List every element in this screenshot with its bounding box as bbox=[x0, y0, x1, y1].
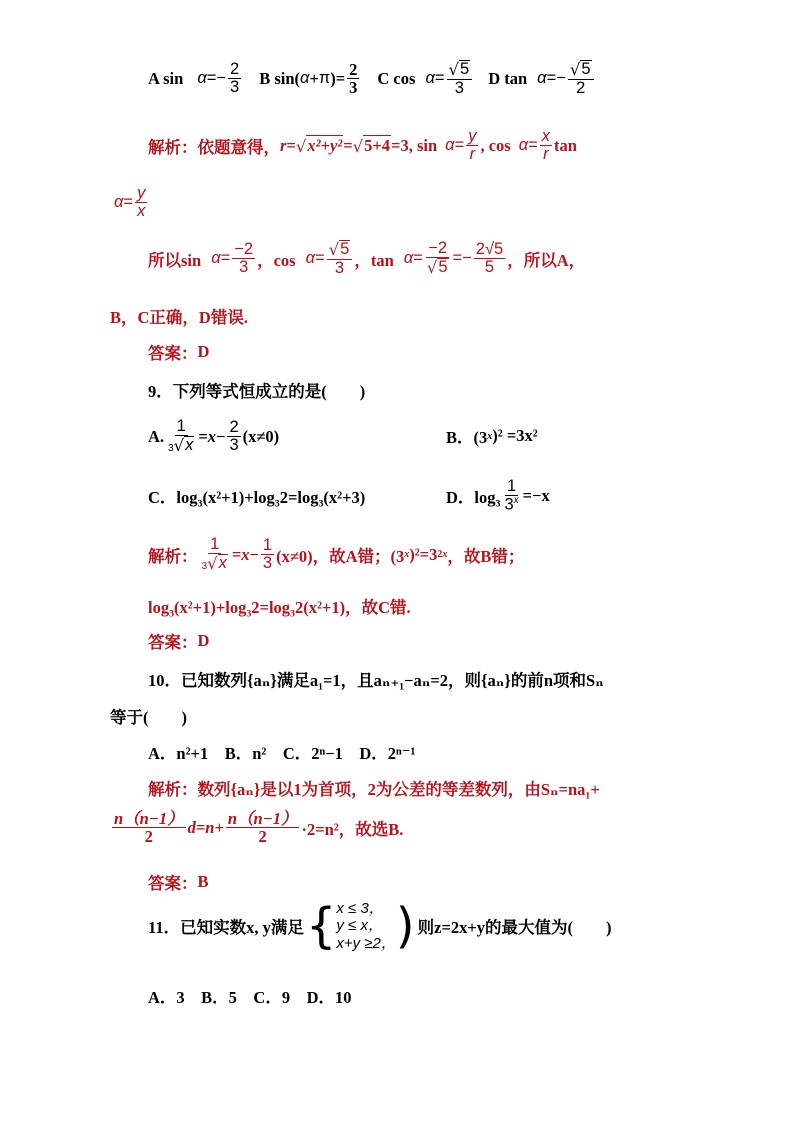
fraction: 1 3 √ x bbox=[168, 417, 194, 456]
q11-stem: 11．已知实数x, y满足 { x ≤ 3， y ≤ x， x+y ≥2， ) 则z=2x+y的最大值为( ) bbox=[148, 897, 612, 954]
fraction: $\frac{x}{r}$ bbox=[541, 127, 551, 164]
q8-analysis-line1: 解析： 依题意得， r= √ x²+y² = √ 5+4 =3, sin α = $\frac{y}{r}$ , cos α = $\frac{x}{r}$ tan bbox=[148, 127, 577, 164]
q8-analysis-line2: α = $\frac{y}{x}$ bbox=[114, 184, 146, 221]
q8-analysis-line4: B，C正确，D错误. bbox=[110, 308, 248, 327]
fraction: $\frac{n(n-1)}{2}$ bbox=[227, 809, 298, 847]
fraction: $\frac{2}{3}$ bbox=[349, 60, 358, 98]
fraction: $\frac{1}{3}$ bbox=[262, 535, 273, 573]
q10-options: A．n²+1 B．n² C．2ⁿ−1 D．2ⁿ⁻¹ bbox=[148, 744, 416, 763]
fraction: $\frac{n(n-1)}{2}$ bbox=[114, 809, 184, 847]
analysis-label: 解析： bbox=[148, 137, 198, 157]
fraction: √ 5 3 bbox=[447, 60, 473, 98]
q8-option-b: B sin( bbox=[259, 68, 301, 88]
q10-analysis-line1: 解析： 数列{aₙ}是以1为首项，2为公差的等差数列，由Sₙ=na₁+ bbox=[148, 776, 600, 800]
answer-value: D bbox=[197, 631, 210, 650]
q8-option-a: A sin bbox=[148, 68, 184, 88]
q9-options-ab: A. 1 3 √ x = x − $\frac{2}{3}$ (x≠0) bbox=[148, 417, 280, 456]
fraction: $\frac{2}{3}$ bbox=[230, 60, 240, 97]
q8-option-c: C cos bbox=[377, 68, 416, 88]
q9-analysis-line1: 解析： 1 3 √ x = x − $\frac{1}{3}$ (x≠0)，故A错；(3 x )²=3 2x ，故B错； bbox=[148, 535, 525, 574]
q10-stem-line1: 10．已知数列{aₙ}满足a₁=1，且aₙ₊₁−aₙ=2，则{aₙ}的前n项和Sₙ bbox=[148, 671, 604, 690]
answer-label: 答案： bbox=[148, 874, 198, 893]
fraction: $\frac{y}{x}$ bbox=[137, 184, 146, 221]
fraction: √ 5 3 bbox=[327, 240, 353, 278]
q9-option-b: B．(3 x )² =3x² bbox=[446, 426, 538, 447]
answer-value: D bbox=[197, 342, 210, 361]
sqrt: √ x²+y² bbox=[295, 136, 343, 157]
q9-analysis-line2: log₃(x²+1)+log₃2=log₃2(x²+1)，故C错. bbox=[148, 598, 411, 617]
q8-answer bbox=[148, 340, 209, 364]
q9-option-c: C．log₃(x²+1)+log₃2=log₃(x²+3) bbox=[148, 488, 366, 507]
q8-options: A sin α =− $\frac{2}{3}$ B sin( α + π ) = $\frac{2}{3}$ C cos α = √ 5 3 D tan α =− √ 5 2 bbox=[148, 60, 596, 98]
fraction: √ 5 2 bbox=[568, 60, 594, 98]
q10-stem-line2: 等于( ) bbox=[110, 708, 187, 727]
fraction: $\frac{-2}{3}$ bbox=[234, 240, 254, 277]
system-of-inequalities: { x ≤ 3， y ≤ x， x+y ≥2， ) bbox=[305, 897, 415, 954]
analysis-label: 解析： bbox=[148, 546, 198, 566]
sqrt: √ 5+4 bbox=[352, 136, 391, 157]
fraction: $\frac{1}{3^x}$ bbox=[504, 477, 519, 514]
q8-option-d: D tan bbox=[488, 68, 528, 88]
q8-analysis-line3: 所以sin α = $\frac{-2}{3}$ ，cos α = √ 5 3 ，tan α = −2 √ 5 =− $\frac{2√5}{5}$ ，所以A， bbox=[148, 239, 586, 278]
q10-analysis-line2: $\frac{n(n-1)}{2}$ d=n+ $\frac{n(n-1)}{2}$ ·2=n²，故选B. bbox=[114, 809, 404, 847]
answer-value: B bbox=[197, 872, 209, 891]
q9-option-d: D．log₃ $\frac{1}{3^x}$ =−x bbox=[446, 477, 550, 514]
q9-stem: 9．下列等式恒成立的是( ) bbox=[148, 382, 366, 401]
fraction: −2 √ 5 bbox=[426, 239, 448, 278]
fraction: $\frac{y}{r}$ bbox=[468, 127, 477, 164]
q11-options: A．3 B．5 C．9 D．10 bbox=[148, 988, 352, 1007]
q9-answer bbox=[148, 629, 209, 653]
q10-answer bbox=[148, 870, 209, 894]
fraction: 1 3 √ x bbox=[201, 535, 227, 574]
answer-label: 答案： bbox=[148, 344, 198, 363]
fraction: $\frac{2√5}{5}$ bbox=[475, 240, 504, 277]
fraction: $\frac{2}{3}$ bbox=[229, 417, 239, 455]
answer-label: 答案： bbox=[148, 633, 198, 652]
analysis-label: 解析： bbox=[148, 780, 198, 799]
